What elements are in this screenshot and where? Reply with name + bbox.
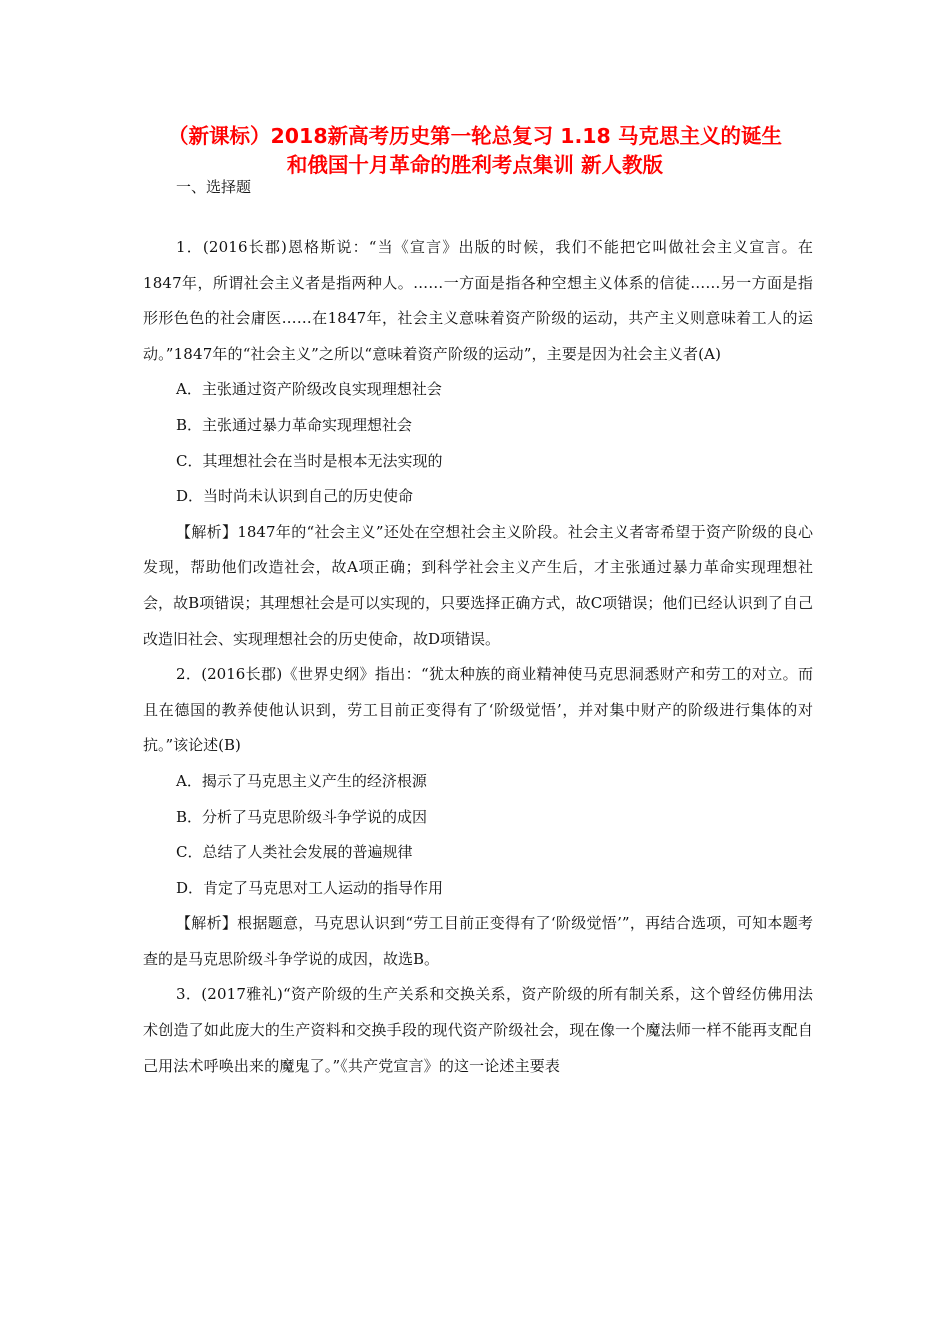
question-1-option-a: A．主张通过资产阶级改良实现理想社会 bbox=[176, 380, 442, 399]
question-2-option-d: D．肯定了马克思对工人运动的指导作用 bbox=[176, 878, 444, 897]
question-2-analysis: 【解析】根据题意，马克思认识到“劳工目前正变得有了‘阶级觉悟’”，再结合选项，可知本题考查的是马克思阶级斗争学说的成因，故选B。 bbox=[143, 914, 813, 968]
title-line-2: 和俄国十月革命的胜利考点集训 新人教版 bbox=[286, 153, 664, 177]
question-2-option-c: C．总结了人类社会发展的普遍规律 bbox=[176, 843, 413, 862]
document-title bbox=[120, 122, 830, 180]
question-2-option-a: A．揭示了马克思主义产生的经济根源 bbox=[176, 771, 427, 790]
question-1-option-c: C．其理想社会在当时是根本无法实现的 bbox=[176, 451, 443, 470]
question-1-option-b: B．主张通过暴力革命实现理想社会 bbox=[176, 415, 413, 434]
question-2-option-b: B．分析了马克思阶级斗争学说的成因 bbox=[176, 807, 428, 826]
document-body bbox=[143, 230, 813, 1084]
question-2-stem: 2．(2016长郡)《世界史纲》指出：“犹太种族的商业精神使马克思洞悉财产和劳工的对立。而且在德国的教养使他认识到，劳工目前正变得有了‘阶级觉悟’，并对集中财产的阶级进行集体的对抗。”该论述(B) bbox=[143, 665, 813, 755]
question-1-stem: 1．(2016长郡)恩格斯说：“当《宣言》出版的时候，我们不能把它叫做社会主义宣言。在1847年，所谓社会主义者是指两种人。……一方面是指各种空想主义体系的信徒……另一方面是指形形色色的社会庸医……在1847年，社会主义意味着资产阶级的运动，共产主义则意味着工人的运动。”1847年的“社会主义”之所以“意味着资产阶级的运动”，主要是因为社会主义者(A) bbox=[143, 238, 813, 363]
question-1-analysis: 【解析】1847年的“社会主义”还处在空想社会主义阶段。社会主义者寄希望于资产阶级的良心发现，帮助他们改造社会，故A项正确；到科学社会主义产生后，才主张通过暴力革命实现理想社会，故B项错误；其理想社会是可以实现的，只要选择正确方式，故C项错误；他们已经认识到了自己改造旧社会、实现理想社会的历史使命，故D项错误。 bbox=[143, 522, 813, 648]
question-3-stem: 3．(2017雅礼)“资产阶级的生产关系和交换关系，资产阶级的所有制关系，这个曾经仿佛用法术创造了如此庞大的生产资料和交换手段的现代资产阶级社会，现在像一个魔法师一样不能再支配自己用法术呼唤出来的魔鬼了。”《共产党宣言》的这一论述主要表 bbox=[143, 985, 813, 1075]
question-1-option-d: D．当时尚未认识到自己的历史使命 bbox=[176, 487, 414, 506]
section-heading: 一、选择题 bbox=[176, 178, 252, 196]
title-line-1: （新课标）2018新高考历史第一轮总复习 1.18 马克思主义的诞生 bbox=[168, 124, 782, 148]
